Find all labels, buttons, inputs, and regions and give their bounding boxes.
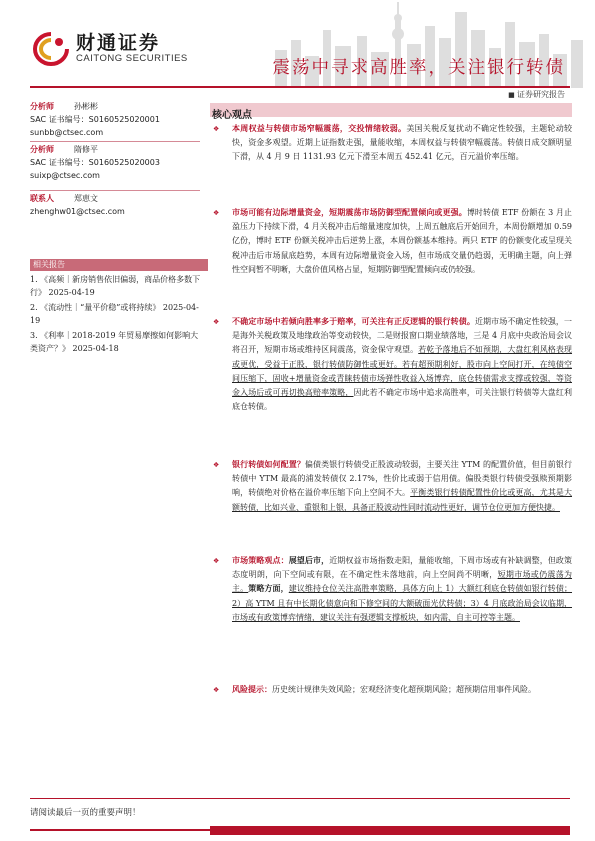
viewpoint-1 — [232, 122, 572, 165]
contact-name: 郑恵文 — [74, 194, 98, 203]
analyst-block-1 — [30, 100, 200, 139]
report-title: 震荡中寻求高胜率，关注银行转债 — [272, 58, 565, 78]
diamond-bullet-icon: ❖ — [213, 557, 220, 565]
viewpoint-heading: 市场策略观点： — [232, 556, 289, 565]
footer-accent-line — [30, 829, 215, 831]
diamond-bullet-icon: ❖ — [213, 125, 220, 133]
viewpoint-body: 近期市场不确定性较强，一是海外关税政策及地缘政治等变动较快，二是财报窗口期业绩落地，三是 4 月底中央政治局会议将召开，短期市场或维持区间震荡，资金保守观望。 — [232, 317, 573, 355]
viewpoint-lead: 策略方面， — [248, 584, 289, 594]
analyst-name: 孙彬彬 — [74, 102, 98, 111]
viewpoint-heading: 不确定市场中若倾向胜率多于赔率，可关注有正反逻辑的银行转债。 — [232, 317, 475, 326]
viewpoint-underlined: 建议维持仓位关注高胜率策略，具体方向上 1）大额红利底仓转债如银行转债；2）高 YTM 且有中长期化债意向和下修空间的大额破面光伏转债；3）4 月底政治局会议临期，市场或有政策博弈情绪，建议关注有强逻辑支撑板块，如内需、自主可控等主题。 — [232, 584, 573, 622]
sidebar-divider — [30, 141, 200, 142]
brand-logo — [32, 32, 188, 66]
related-reports-list — [30, 273, 205, 355]
report-type: ■ 证券研究报告 — [508, 89, 565, 100]
header-divider — [30, 86, 570, 88]
analyst-role: 分析师 — [30, 102, 54, 111]
brand-name-en: CAITONG SECURITIES — [76, 53, 188, 64]
footer-disclaimer: 请阅读最后一页的重要声明！ — [30, 808, 141, 818]
footer-accent-bar — [210, 826, 570, 835]
viewpoint-6 — [232, 683, 572, 697]
caitong-logo-icon — [32, 32, 70, 66]
viewpoint-underlined: 若乾予落地后不如预期，大盘红利风格表现或更优，受益于正股，银行转债防御性或更好。若有超预期利好，股市向上空间打开，在纯债空间压缩下，固收+增量资金或青睐转债市场弹性收益入场博弈，底仓转债需求支撑或较强，等资金入场后或可再切换高赔率策略， — [232, 345, 573, 398]
viewpoint-body: 偏债类银行转债受正股波动较弱，主要关注 YTM 的配置价值，但目前银行转债中 YTM 最高的浦发转债仅 2.17%，性价比或弱于信用债。偏股类银行转债受强赎预期影响，转债绝对价格在溢价率压缩下向上空间不大。 — [232, 460, 572, 498]
footer-divider — [30, 798, 570, 799]
viewpoint-body: 历史统计规律失效风险；宏观经济变化超预期风险；超预期信用事件风险。 — [272, 685, 536, 694]
contact-email[interactable]: zhenghw01@ctsec.com — [30, 207, 125, 216]
analyst-block-2 — [30, 143, 200, 182]
diamond-bullet-icon: ❖ — [213, 686, 220, 694]
core-viewpoints-header — [210, 103, 572, 121]
viewpoint-underlined: 平衡类银行转债配置性价比或更高，尤其是大额转债，比如兴业、重银和上银，具备正股波动性同时流动性更好，调节仓位更加方便快捷。 — [232, 488, 573, 512]
viewpoint-body: 博时转债 ETF 份额在 3 月止盈压力下持续下滑，4 月关税冲击后缩量速度加快，上周五触底后开始回升，本周份额增加 0.59 亿份，博时 ETF 份额关税冲击后逆势上涨，本周份额基本维持。两只 ETF 的份额变化或呈现关税冲击后市场鼠底趋势，本周有边际增量资金入场，但市场成交量仍趋弱，无明确主题，向上弹性空间暂不明晰，大盘价值风格占显，短期防御型配置倾向或仍较强。 — [232, 208, 572, 274]
viewpoint-body: 近期权益市场指数走阳，量能收缩，下周市场或有补缺调整，但政策态度明朗，向下空间或有限，在不确定性未落地前，向上空间尚不明晰， — [232, 556, 573, 580]
viewpoint-body: 美国关税反复扰动不确定性较强，主题轮动较快，资金多观望。近期上证指数走强，量能收缩，本周权益与转债窄幅震荡。转债日成交额明显下滑，从 4 月 9 日 1131.93 亿元下滑至本周五 452.41 亿元，百元溢价率压缩。 — [232, 124, 573, 162]
viewpoint-4 — [232, 458, 572, 515]
contact-role: 联系人 — [30, 194, 54, 203]
related-reports-header: 相关报告 — [30, 259, 208, 271]
header-banner — [0, 0, 595, 92]
related-report-item[interactable]: 2. 《流动性｜“量平价稳”或将持续》 2025-04-19 — [30, 303, 199, 325]
analyst-email[interactable]: suixp@ctsec.com — [30, 171, 100, 180]
diamond-bullet-icon: ❖ — [213, 318, 220, 326]
viewpoint-body: 因此若不确定市场中追求高胜率，可关注银行转债等大盘红利底仓转债。 — [232, 388, 573, 412]
brand-name-cn: 财通证券 — [76, 32, 161, 54]
viewpoint-2 — [232, 206, 572, 277]
diamond-bullet-icon: ❖ — [213, 461, 220, 469]
viewpoint-underlined: 短期市场或仍震荡为主。 — [232, 570, 573, 594]
viewpoint-heading: 银行转债如何配置？ — [232, 460, 305, 469]
viewpoint-heading: 市场可能有边际增量资金，短期震荡市场防御型配置倾向或更强。 — [232, 208, 467, 217]
diamond-bullet-icon: ❖ — [213, 209, 220, 217]
viewpoint-lead: 展望后市， — [288, 556, 330, 565]
core-viewpoints-title: 核心观点 — [212, 110, 252, 121]
viewpoint-5 — [232, 554, 572, 625]
contact-block — [30, 192, 200, 218]
analyst-sac: SAC 证书编号：S0160525020001 — [30, 115, 160, 124]
related-report-item[interactable]: 3. 《利率｜2018-2019 年贸易摩擦如何影响大类资产？》 2025-04-18 — [30, 331, 199, 353]
related-report-item[interactable]: 1. 《高频｜新房销售依旧偏弱，商品价格多数下行》 2025-04-19 — [30, 275, 201, 297]
analyst-role: 分析师 — [30, 145, 54, 154]
sidebar-divider — [30, 190, 200, 191]
viewpoint-heading: 本周权益与转债市场窄幅震荡，交投情绪较弱。 — [232, 124, 407, 133]
viewpoint-3 — [232, 315, 572, 414]
analyst-name: 隋修平 — [74, 145, 98, 154]
analyst-sac: SAC 证书编号：S0160525020003 — [30, 158, 160, 167]
analyst-email[interactable]: sunbb@ctsec.com — [30, 128, 104, 137]
viewpoint-heading: 风险提示： — [232, 685, 272, 694]
